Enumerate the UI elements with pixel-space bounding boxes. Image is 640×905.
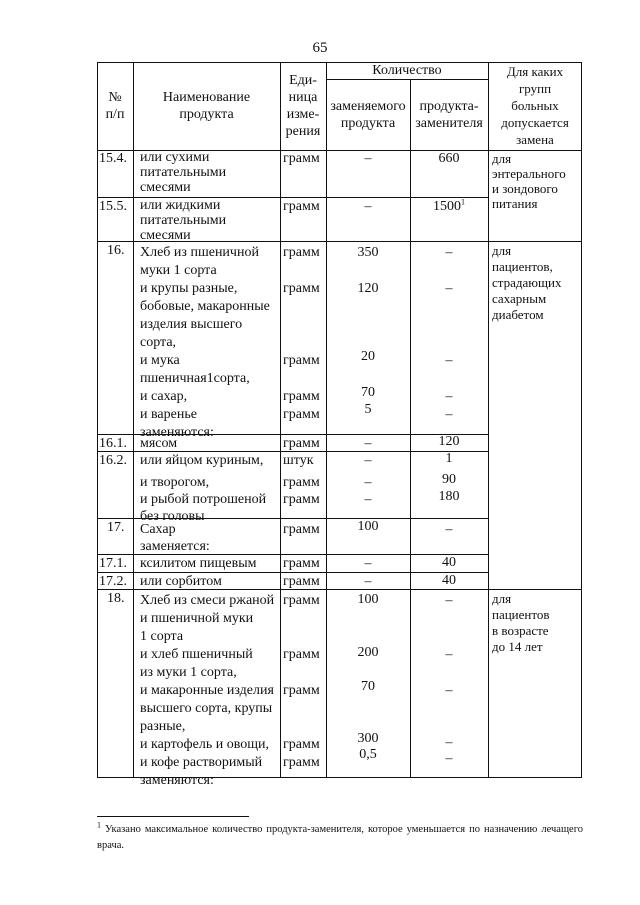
unit-cell: грамм xyxy=(283,574,320,589)
replaced-qty: – xyxy=(364,151,372,166)
replaced-qty: 20 xyxy=(361,349,375,364)
replaced-qty: – xyxy=(364,199,372,214)
replaced-qty: 200 xyxy=(357,645,379,660)
group-diabetes: для пациентов, страдающих сахарным диабетом xyxy=(492,243,562,322)
header-num: № п/п xyxy=(105,90,125,122)
product-name: или яйцом куриным, и творогом, и рыбой потрошеной без головы xyxy=(140,453,267,524)
unit-cell: грамм xyxy=(283,245,320,260)
footnote-ref: 1 xyxy=(461,197,465,207)
unit-cell: грамм xyxy=(283,522,320,537)
replaced-qty: – xyxy=(364,492,372,507)
unit-cell: грамм xyxy=(283,683,320,698)
unit-cell: грамм xyxy=(283,593,320,608)
quantity-subheader-line xyxy=(326,79,488,80)
row-number: 17.1. xyxy=(99,556,127,571)
replaced-qty: 70 xyxy=(361,385,375,400)
unit-cell: грамм xyxy=(283,556,320,571)
product-name: Хлеб из пшеничной муки 1 сорта и крупы разные, бобовые, макаронные изделия высшего сорта, и мука пшеничная1сорта, и сахар, и варенье заменяются: xyxy=(140,245,270,440)
unit-cell: грамм xyxy=(283,353,320,368)
header-replaced: заменяемого продукта xyxy=(330,99,406,131)
unit-cell: грамм xyxy=(283,151,320,166)
product-name: или сухими питательными смесями xyxy=(140,150,227,195)
replaced-qty: – xyxy=(364,475,372,490)
substitute-qty: – xyxy=(445,281,453,296)
row-number: 16.2. xyxy=(99,453,127,468)
header-name: Наименование продукта xyxy=(162,90,251,122)
substitute-qty: – xyxy=(445,683,453,698)
replaced-qty: 120 xyxy=(357,281,379,296)
footnote-divider xyxy=(97,816,249,817)
replaced-qty: – xyxy=(364,556,372,571)
row-number: 15.5. xyxy=(99,199,127,214)
replaced-qty: 0,5 xyxy=(359,747,377,762)
substitute-qty: – xyxy=(445,407,453,422)
substitute-qty: 90 xyxy=(442,472,456,487)
table-border-right xyxy=(581,62,582,778)
col-divider xyxy=(280,62,281,778)
row-number: 16.1. xyxy=(99,436,127,451)
unit-cell: грамм xyxy=(283,492,320,507)
substitute-qty: – xyxy=(445,593,453,608)
substitute-qty: – xyxy=(445,522,453,537)
replaced-qty: 70 xyxy=(361,679,375,694)
substitute-qty: 40 xyxy=(442,555,456,570)
substitute-qty: – xyxy=(445,353,453,368)
unit-cell: грамм xyxy=(283,389,320,404)
row-number: 17. xyxy=(107,520,125,535)
substitute-qty: 1 xyxy=(445,451,453,466)
footnote xyxy=(97,822,583,854)
unit-cell: грамм xyxy=(283,407,320,422)
col-divider xyxy=(488,62,489,778)
unit-cell: грамм xyxy=(283,436,320,451)
product-name: Сахар заменяется: xyxy=(140,522,210,554)
replaced-qty: 100 xyxy=(357,592,379,607)
unit-cell: грамм xyxy=(283,281,320,296)
replaced-qty: 350 xyxy=(357,245,379,260)
product-name: или жидкими питательными смесями xyxy=(140,198,227,243)
header-unit: Еди- ница изме- рения xyxy=(285,73,321,139)
footnote-text: Указано максимальное количество продукта-заменителя, которое уменьшается по назначению лечащего врача. xyxy=(97,824,583,851)
unit-cell: штук xyxy=(283,453,314,468)
replaced-qty: – xyxy=(364,574,372,589)
page-number: 65 xyxy=(312,40,328,56)
col-divider xyxy=(326,62,327,778)
substitute-qty: 180 xyxy=(438,489,460,504)
substitute-qty: – xyxy=(445,751,453,766)
product-name: Хлеб из смеси ржаной и пшеничной муки 1 сорта и хлеб пшеничный из муки 1 сорта, и макаронные изделия высшего сорта, крупы разные, и картофель и овощи, и кофе растворимый заменяются: xyxy=(140,593,275,788)
row-number: 15.4. xyxy=(99,151,127,166)
replaced-qty: – xyxy=(364,453,372,468)
substitute-qty: – xyxy=(445,389,453,404)
substitute-qty: 40 xyxy=(442,573,456,588)
unit-cell: грамм xyxy=(283,647,320,662)
unit-cell: грамм xyxy=(283,737,320,752)
replaced-qty: – xyxy=(364,436,372,451)
product-name: или сорбитом xyxy=(140,574,222,589)
header-substitute: продукта- заменителя xyxy=(415,99,483,131)
replaced-qty: 100 xyxy=(357,519,379,534)
substitute-qty: – xyxy=(445,647,453,662)
unit-cell: грамм xyxy=(283,199,320,214)
replaced-qty: 300 xyxy=(357,731,379,746)
table-border-left xyxy=(97,62,98,778)
group-enteral: для энтерального и зондового питания xyxy=(492,151,566,211)
unit-cell: грамм xyxy=(283,475,320,490)
substitute-qty: 120 xyxy=(438,434,460,449)
product-name: мясом xyxy=(140,436,178,451)
footnote-marker: 1 xyxy=(97,820,101,830)
group-children: для пациентов в возрасте до 14 лет xyxy=(492,591,550,654)
substitute-qty: – xyxy=(445,735,453,750)
col-divider xyxy=(410,79,411,778)
substitute-qty: – xyxy=(445,245,453,260)
substitute-qty: 1500$^1$ xyxy=(433,197,465,214)
replaced-qty: 5 xyxy=(364,402,372,417)
substitution-table xyxy=(97,62,582,788)
header-groups: Для каких групп больных допускается замена xyxy=(501,64,569,147)
product-name: ксилитом пищевым xyxy=(140,556,257,571)
row-number: 16. xyxy=(107,243,125,258)
unit-cell: грамм xyxy=(283,755,320,770)
row-number: 18. xyxy=(107,591,125,606)
col-divider xyxy=(133,62,134,778)
substitute-qty: 660 xyxy=(438,151,460,166)
header-quantity: Количество xyxy=(372,63,442,78)
row-number: 17.2. xyxy=(99,574,127,589)
